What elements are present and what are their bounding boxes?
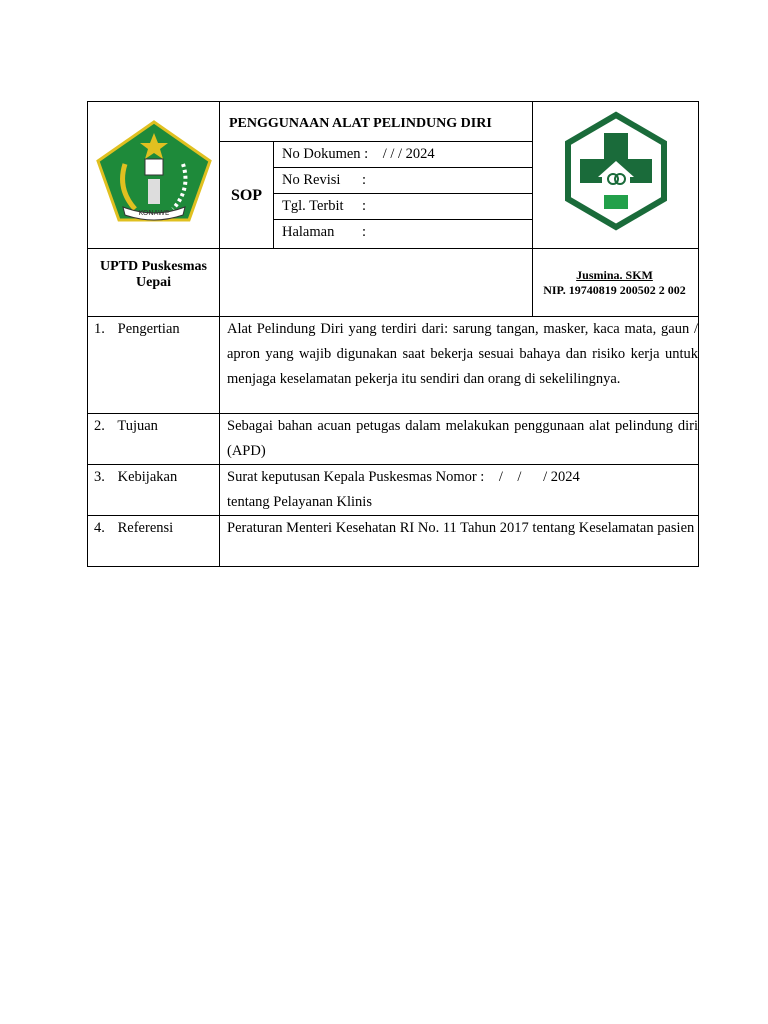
konawe-regency-emblem-icon: [95, 119, 213, 223]
section-text-referensi: Peraturan Menteri Kesehatan RI No. 11 Tahun 2017 tentang Keselamatan pasien: [220, 516, 699, 567]
sop-document: [87, 101, 698, 567]
sop-label: SOP: [220, 142, 274, 249]
org-name: UPTD Puskesmas Uepai: [88, 249, 220, 317]
section-text-pengertian: Alat Pelindung Diri yang terdiri dari: sarung tangan, masker, kaca mata, gaun / apron yang wajib digunakan saat bekerja sesuai bahaya dan risiko kerja untuk menjaga keselamatan pekerja itu sendiri dan orang di sekelilingnya.: [220, 317, 699, 414]
puskesmas-logo-icon: [560, 111, 672, 231]
left-logo-cell: [88, 102, 220, 249]
right-logo-cell: [533, 102, 699, 249]
signer-nip: NIP. 19740819 200502 2 002: [543, 282, 686, 297]
section-label-referensi: 4. Referensi: [88, 516, 220, 567]
field-halaman: Halaman :: [282, 224, 367, 240]
section-label-tujuan: 2. Tujuan: [88, 414, 220, 465]
signer-name: Jusmina. SKM: [576, 267, 653, 282]
field-no-revisi: No Revisi :: [274, 168, 532, 194]
section-text-tujuan: Sebagai bahan acuan petugas dalam melakukan penggunaan alat pelindung diri (APD): [220, 414, 699, 465]
empty-cell: [220, 249, 533, 317]
sop-table: [87, 101, 699, 567]
document-fields-table: [274, 142, 532, 245]
field-tgl-terbit: Tgl. Terbit :: [274, 194, 532, 220]
section-label-kebijakan: 3. Kebijakan: [88, 465, 220, 516]
field-no-dokumen: No Dokumen : / / / 2024: [274, 142, 532, 168]
signature-block: [533, 249, 699, 317]
document-fields: [274, 142, 533, 249]
section-label-pengertian: 1. Pengertian: [88, 317, 220, 414]
section-text-kebijakan: Surat keputusan Kepala Puskesmas Nomor : / / / 2024 tentang Pelayanan Klinis: [220, 465, 699, 516]
svg-text:KONAWE: KONAWE: [138, 208, 169, 217]
document-title: PENGGUNAAN ALAT PELINDUNG DIRI: [220, 102, 533, 142]
